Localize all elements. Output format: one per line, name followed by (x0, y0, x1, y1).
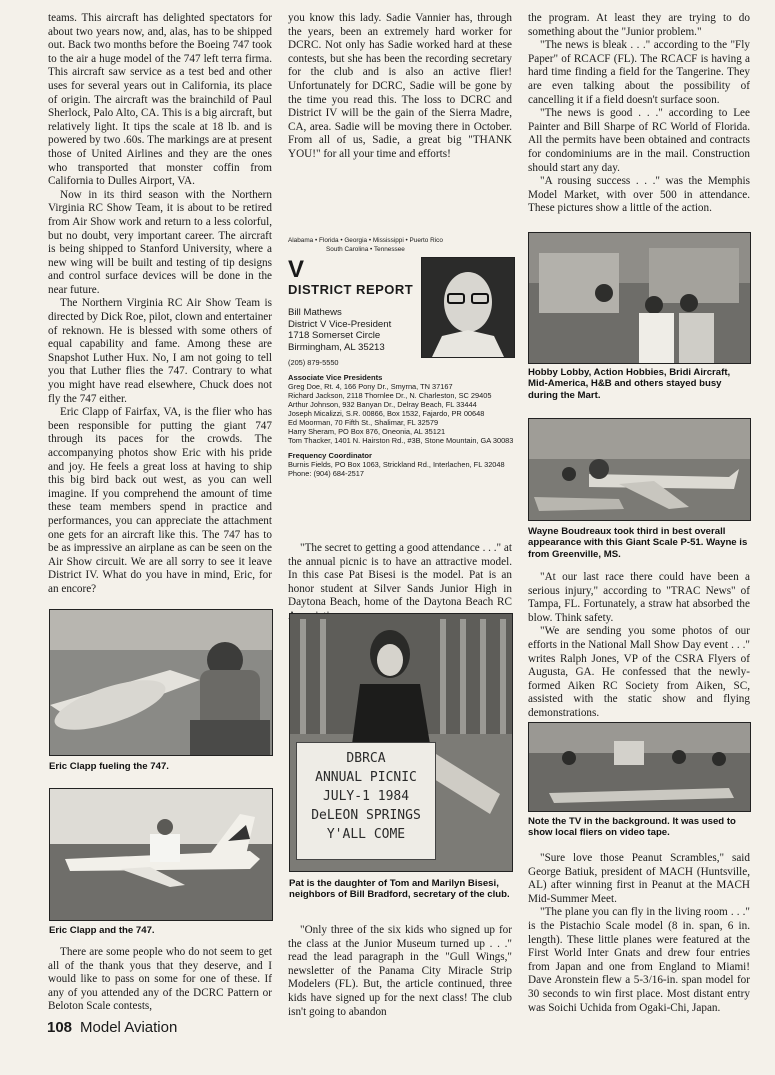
avp-entry: Joseph Micalizzi, S.R. 00866, Box 1532, Fajardo, PR 00648 (288, 409, 485, 418)
freq-heading: Frequency Coordinator (288, 451, 372, 460)
paragraph: "A rousing success . . ." was the Memphis Model Market, with over 500 in attendance. These pictures show a little of the action. (528, 175, 750, 215)
column-2-middle-text (288, 542, 512, 624)
vp-address-2: Birmingham, AL 35213 (288, 341, 385, 353)
avp-entry: Tom Thacker, 1401 N. Hairston Rd., #3B, Stone Mountain, GA 30083 (288, 436, 514, 445)
vp-address-1: 1718 Somerset Circle (288, 330, 381, 341)
sign-line: DBRCA (346, 751, 386, 766)
column-3-top-text (528, 12, 750, 216)
paragraph: teams. This aircraft has delighted spectators for about two years now, and, alas, has to be shipped out. Back two months before the Boeing 747 took to the air a huge model of the 747 left terra firma. This aircraft saw service as a test bed and other uses for several years out in California, its place of origin. The aircraft was the brainchild of Paul Sherlock, Palo Alto, CA. This is a big aircraft, but relatively light. It tips the scale at 18 lb. and is powered by two .60s. The markings are at present those of United Airlines and they are the ones who transported that monster coffin from California to Dulles Airport, VA. (48, 12, 272, 188)
freq-entry: Burnis Fields, PO Box 1063, Strickland Rd., Interlachen, FL 32048 (288, 460, 505, 469)
district-title: DISTRICT REPORT (288, 282, 414, 297)
caption-model-market: Hobby Lobby, Action Hobbies, Bridi Aircraft, Mid-America, H&B and others stayed busy during the Mart. (528, 367, 731, 401)
paragraph: "The news is bleak . . ." according to the "Fly Paper" of RCACF (FL). The RCACF is having a hard time finding a field for the Tangerine. They are even talking about the possibility of cancelling it if a field doesn't surface soon. (528, 39, 750, 106)
caption-tv: Note the TV in the background. It was used to show local fliers on video tape. (528, 816, 736, 839)
vp-phone: (205) 879-5550 (288, 358, 339, 367)
states-line-2: South Carolina • Tennessee (326, 246, 405, 253)
caption-pat-bisesi: Pat is the daughter of Tom and Marilyn Bisesi, neighbors of Bill Bradford, secretary of the club. (289, 878, 510, 901)
paragraph: "We are sending you some photos of our efforts in the National Mall Show Day event . . ." writes Ralph Jones, VP of the CSRA Flyers of Augusta, GA. He confessed that the newly-formed Aiken RC Society from Aiken, SC, assisted with the static show and flying demonstrations. (528, 625, 750, 719)
sign-line: JULY-1 1984 (322, 789, 410, 804)
paragraph: The Northern Virginia RC Air Show Team is directed by Dick Roe, pilot, clown and entertainer of reknown. He is blessed with some others of equal capability and fame. Among these are Snapshot Luther Hux. No, I am not going to tell you that Luther flies the 747. Contrary to what you might have read elsewhere, Chuck does not fly the 747 either. (48, 297, 272, 405)
states-line-1: Alabama • Florida • Georgia • Mississippi • Puerto Rico (288, 237, 443, 244)
paragraph: There are some people who do not seem to get all of the thank yous that they deserve, and I would like to pass on some for one of these. If any of you attended any of the DCRC Pattern or Beloton Scale contests, (48, 946, 272, 1013)
column-2-top-text (288, 12, 512, 162)
paragraph: Now in its third season with the Northern Virginia RC Show Team, it is about to be retired from Air Show work and return to a less colorful, but no doubt, very important career. The aircraft is being shipped to Stanford University, where a new wing will be built and testing of tip designs and control surface devices will be done in the near future. (48, 188, 272, 296)
sign-line: DeLEON SPRINGS (311, 808, 421, 823)
paragraph: "The secret to getting a good attendance . . ." at the annual picnic is to have an attractive model. In this case Pat Bisesi is the model. Pat is an honor student at Silver Sands Junior High in Daytona Beach, home of the Daytona Beach RC (288, 542, 512, 609)
column-1-bottom-text (48, 946, 272, 1014)
sign-line: ANNUAL PICNIC (315, 770, 417, 785)
photo-mall-show-tv (528, 722, 751, 812)
paragraph: "Sure love those Peanut Scrambles," said George Batiuk, president of MACH (Huntsville, AL) after winning first in Peanut at the MACH Mid-Summer Meet. (528, 852, 750, 905)
paragraph: "Only three of the six kids who signed up for the class at the Junior Museum turned up . . ." read the lead paragraph in the "Gull Wings," newsletter of the Panama City Miracle Strip Modelers (FL). But, the article continued, three kids have signed up for the next class! The club isn't going to abandon (288, 924, 512, 1018)
avp-entry: Arthur Johnson, 932 Banyan Dr., Delray Beach, FL 33444 (288, 400, 477, 409)
photo-bill-mathews (421, 257, 515, 358)
column-1-text (48, 12, 272, 597)
paragraph: Eric Clapp of Fairfax, VA, is the flier who has been responsible for putting the giant 747 through its paces for the crowds. The accompanying photos show Eric with his pride and joy. He feels a great loss at having to ship this big bird back out west, as you can well imagine. If you comprehend the amount of time these team members spend in practice and performances, you can appreciate the attachment one gets for an aircraft like this. The 747 has to be as impressive an airplane as can be seen on the Air Show circuit. We are all sorry to see it leave District IV. What do you have in mind, Eric, for an encore? (48, 406, 272, 595)
avp-entry: Harry Sheram, PO Box 876, Oneonia, AL 35121 (288, 427, 446, 436)
magazine-title: Model Aviation (80, 1019, 178, 1036)
photo-pat-bisesi-picnic-sign (289, 613, 513, 872)
photo-eric-fueling-747 (49, 609, 273, 756)
caption-fueling: Eric Clapp fueling the 747. (49, 761, 169, 772)
paragraph: "The news is good . . ." according to Lee Painter and Bill Sharpe of RC World of Florida. All the permits have been obtained and contracts for condominiums are in the mail. Construction should start any day. (528, 107, 750, 174)
picnic-sign (296, 742, 436, 860)
column-3-bottom-text (528, 852, 750, 1015)
freq-phone: Phone: (904) 684-2517 (288, 469, 365, 478)
page-footer (47, 1019, 177, 1036)
vp-name: Bill Mathews (288, 307, 342, 318)
column-2-bottom-text (288, 924, 512, 1019)
paragraph: "At our last race there could have been a serious injury," according to "TRAC News" of Tampa, FL. Fortunately, a straw hat absorbed the blow. Think safety. (528, 571, 750, 624)
avp-entry: Richard Jackson, 2118 Thornlee Dr., N. Charleston, SC 29405 (288, 391, 492, 400)
avp-entry: Greg Doe, Rt. 4, 166 Pony Dr., Smyrna, TN 37167 (288, 382, 453, 391)
page-number: 108 (47, 1019, 73, 1036)
caption-p51: Wayne Boudreaux took third in best overall appearance with this Giant Scale P-51. Wayne is from Greenville, MS. (528, 526, 748, 560)
column-3-middle-text (528, 571, 750, 721)
photo-eric-and-747 (49, 788, 273, 921)
avp-heading: Associate Vice Presidents (288, 373, 383, 382)
photo-p51-giant-scale (528, 418, 751, 521)
vp-role: District V Vice-President (288, 318, 392, 330)
paragraph: you know this lady. Sadie Vannier has, through the years, been an extremely hard worker for DCRC. Not only has Sadie worked hard at these contests, but she has been the recording secretary for the club and is also an active flier! Unfortunately for DCRC, Sadie will be gone by the time you read this. The loss to DCRC and District IV will be the gain of the Sierra Madre, CA, area. Sadie will be moving there in October. From all of us, Sadie, a great big "THANK YOU!" for all your time and efforts! (288, 12, 512, 160)
avp-entry: Ed Moorman, 70 Fifth St., Shalimar, FL 32579 (288, 418, 439, 427)
paragraph: the program. At least they are trying to do something about the "Junior problem." (528, 12, 750, 38)
district-number: V (288, 256, 305, 283)
paragraph: "The plane you can fly in the living room . . ." is the Pistachio Scale model (8 in. span, 6 in. length). These little planes were featured at the First World Inter Gnats and drew four entries from Japan and one from England to Miami! Dave Aronstein flew a 5-3/16-in. span model for 30 seconds to win first place. Most distant entry was Soichi Uchida from Ogaki-Chi, Japan. (528, 906, 750, 1014)
sign-line: Y'ALL COME (326, 827, 406, 842)
photo-model-market-vendors (528, 232, 751, 364)
caption-eric-747: Eric Clapp and the 747. (49, 925, 155, 936)
